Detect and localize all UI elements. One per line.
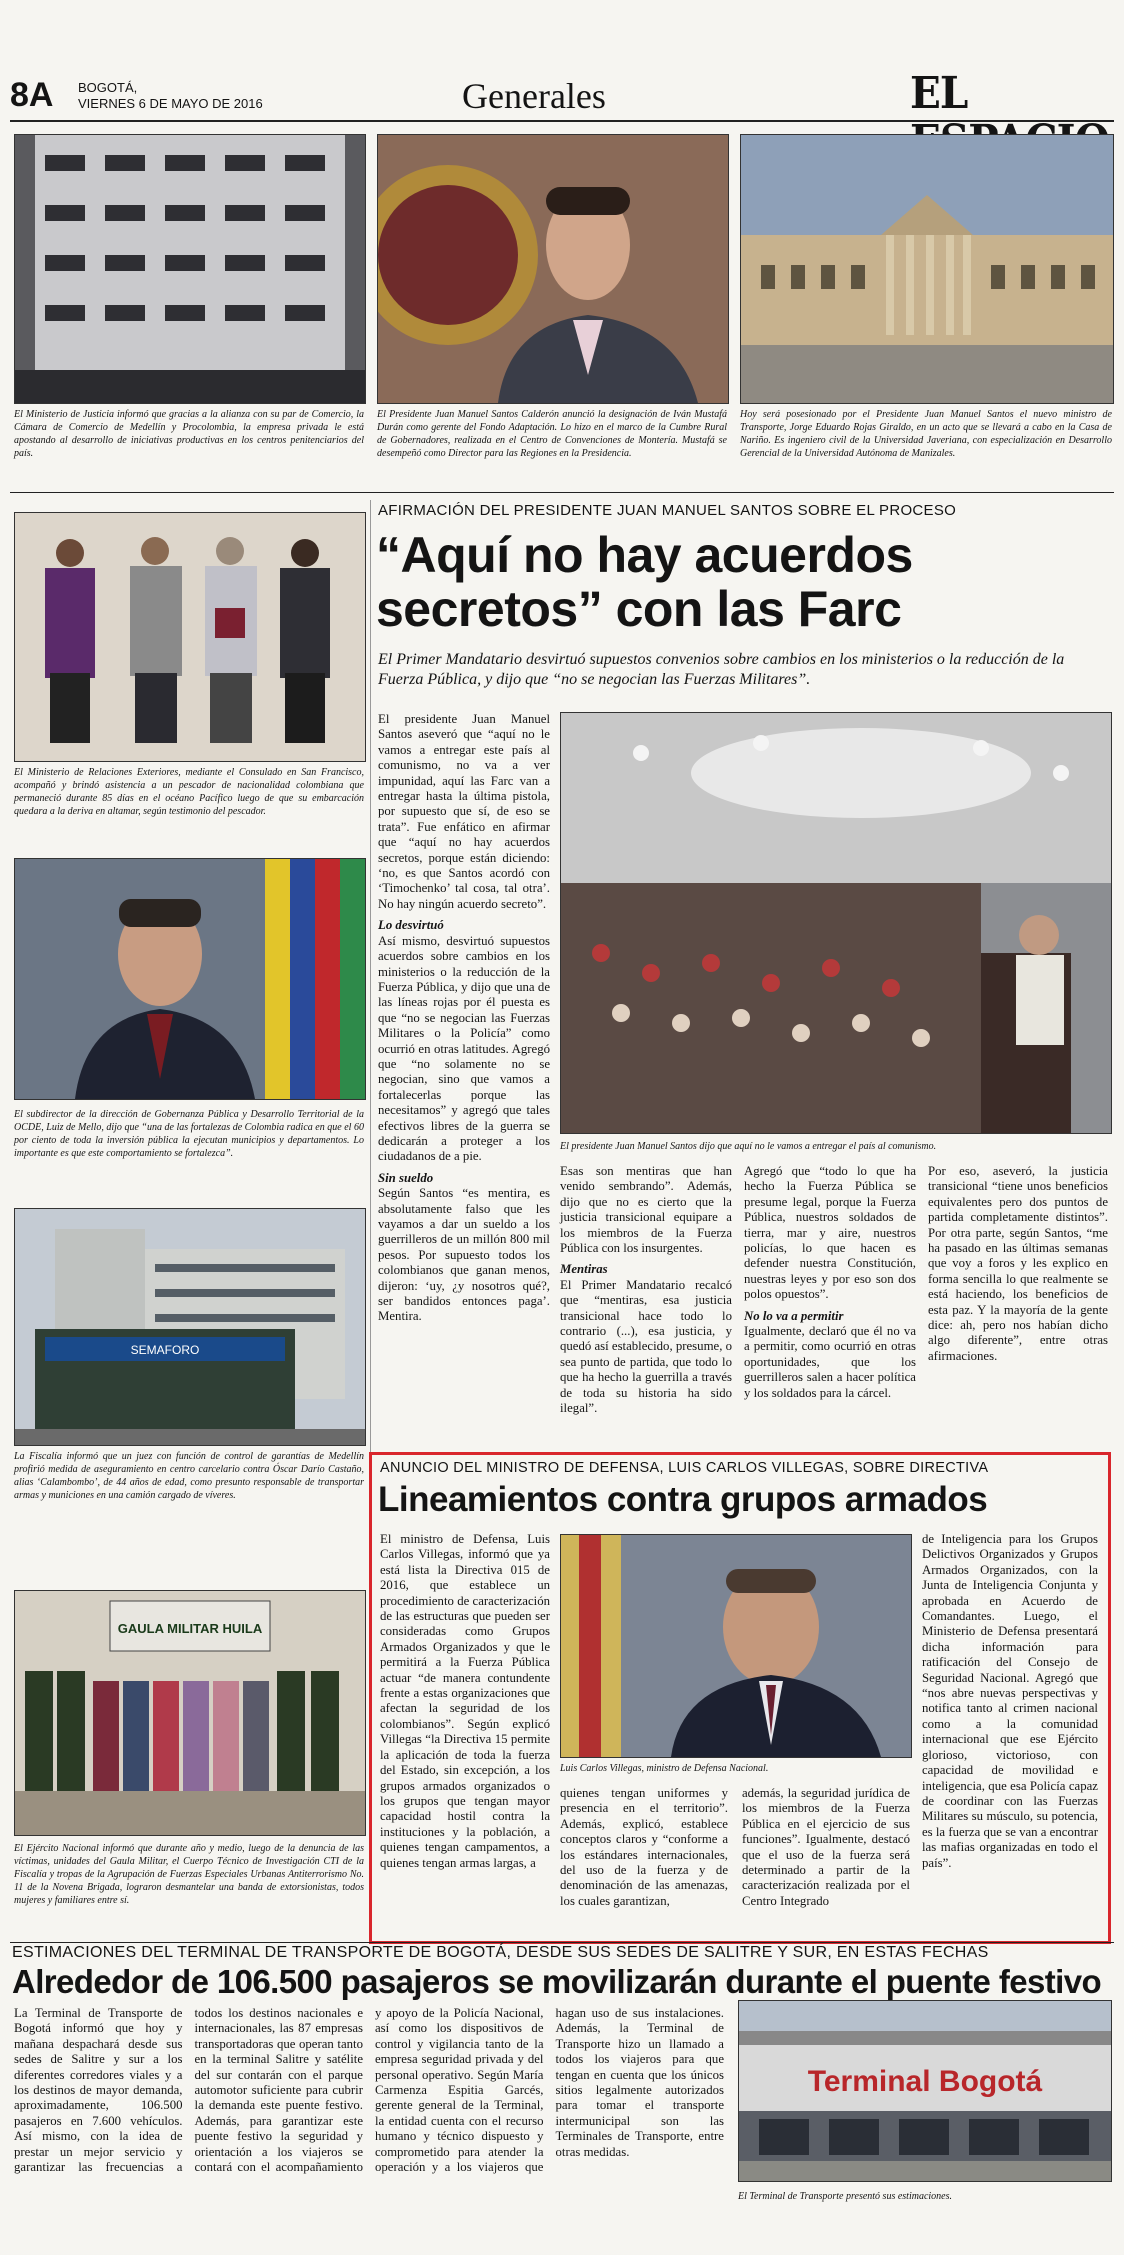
- article2-kicker: ANUNCIO DEL MINISTRO DE DEFENSA, LUIS CARLOS VILLEGAS, SOBRE DIRECTIVA: [380, 1460, 989, 1476]
- article1-kicker: AFIRMACIÓN DEL PRESIDENTE JUAN MANUEL SANTOS SOBRE EL PROCESO: [378, 502, 957, 519]
- photo-santos-speech: [560, 712, 1112, 1134]
- portrait-mustafa-image: [378, 135, 728, 403]
- caption-rojas: Hoy será posesionado por el Presidente Juan Manuel Santos el nuevo ministro de Transporte, Jorge Eduardo Rojas Giraldo, en un acto que se llevará a cabo en la Casa de Nariño. Es ingeniero civil de la Universidad Javeriana, con especialización en Desarrollo Gerencial de la Universidad Autónoma de Manizales.: [740, 409, 1112, 459]
- article1-deck: El Primer Mandatario desvirtuó supuestos convenios sobre cambios en los ministerios o la reducción de la Fuerza Pública, y dijo que “no se negocian las Fuerzas Militares”.: [378, 651, 1065, 688]
- bottom-rule: [10, 1942, 1114, 1943]
- article1-subhead-3: Mentiras: [560, 1262, 608, 1277]
- article1-headline: “Aquí no hay acuerdos secretos” con las Farc: [376, 527, 913, 637]
- photo-fiscalia: [14, 1208, 366, 1446]
- photo-villegas: [560, 1534, 912, 1758]
- caption-villegas: Luis Carlos Villegas, ministro de Defensa Nacional.: [560, 1763, 769, 1774]
- masthead: EL: [910, 68, 968, 119]
- article3-body: La Terminal de Transporte de Bogotá informó que hoy y mañana despachará desde sus sedes de Salitre y sur a los diferentes corredores viales y a los destinos de mayor demanda, aproximadamente, 106.500 pasajeros en 7.600 vehículos. Así mismo, con la idea de prestar un mejor servicio y garantizar las frecuencias a todos los destinos nacionales e internacionales, las 87 empresas transportadoras que operan tanto en la terminal Salitre y satélite del sur contarán con el parque automotor suficiente para cubrir la demanda este puente festivo. Además, para garantizar este puente festivo la seguridad y orientación a los viajeros se contará con el acompañamiento y apoyo de la Policía Nacional, así como los dispositivos de control y vigilancia tanto de la empresa seguridad privada y del personal operativo. Según María Carmenza Espitia Garcés, gerente general de la Terminal, la entidad cuenta con el recurso humano y técnico dispuesto y comprometido para atender la operación y a los viajeros que hagan uso de sus instalaciones. Además, la Terminal de Transporte hizo un llamado a todos los viajeros para que tengan en cuenta que los únicos sitios legalmente autorizados para tomar el transporte intermunicipal son las Terminales de Transporte, entre otras medidas.: [14, 2006, 724, 2175]
- article1-paragraph-6: Agregó que “todo lo que ha hecho la Fuerza Pública se presume legal, porque la Fuerza Pública, nuestros soldados de tierra, mar y aire, nuestros policías, lo que hacen es defender nuestra Constitución, nuestras leyes y por eso son dos polos opuestos”.: [744, 1164, 916, 1302]
- article2-paragraph-3: además, la seguridad jurídica de los miembros de la Fuerza Pública en el ejercicio de sus funciones”. Igualmente, destacó que el uso de la fuerza será determinado a partir de la caracterización realizada por el Centro Integrado: [742, 1786, 910, 1908]
- article2-paragraph-4: de Inteligencia para los Grupos Delictivos Organizados y Grupos Armados Organizados, con la Junta de Inteligencia Conjunta y aprobada en Acuerdo de Comandantes. Luego, el Ministerio de Defensa presentará dicha información para ratificación del Consejo de Seguridad Nacional. Agregó que “nos abre nuevas perspectivas y notifica tanto al crimen nacional como a la comunidad internacional que ese Ejército glorioso, victorioso, con capacidad de movilidad e inteligencia, que esa Policía capaz de coordinar con las Fuerzas Militares su músculo, su potencia, es la fuerza que se van a encontrar las mafias organizadas en todo el país”.: [922, 1532, 1098, 1870]
- article2-column-3: [742, 1786, 910, 1909]
- fiscalia-building-sign: SEMAFORO: [130, 1343, 200, 1357]
- header-city: BOGOTÁ,: [78, 80, 138, 95]
- article1-paragraph-1: El presidente Juan Manuel Santos aseveró que “aquí no le vamos a entregar este país al comunismo, no va a ver impunidad, aquí las Farc van a entregar hasta la última pistola, por supuesto que sí, de eso se trata”. Fue enfático en afirmar que “aquí no hay acuerdos secretos, porque están diciendo: ‘no, es que Santos acordó con ‘Timochenko’ tal cosa, tal otra’. No hay ningún acuerdo secreto”.: [378, 712, 550, 911]
- caption-ejercito: El Ejército Nacional informó que durante año y medio, luego de la denuncia de las víctimas, unidades del Gaula Militar, el Cuerpo Técnico de Investigación CTI de la Fiscalía y tropas de la Agrupación de Fuerzas Especiales Urbanas Antiterrorismo No. 11 de la Novena Brigada, lograron desmantelar una banda de extorsionistas, todos mujeres y familiares entre sí.: [14, 1843, 364, 1906]
- article1-paragraph-2: Así mismo, desvirtuó supuestos acuerdos sobre cambios en los ministerios o la reducción de la Fuerza Pública, y dijo que una de las líneas rojas por él puesta es que “no se negocian las Fuerzas Militares o la Policía” como ocurrió en otras latitudes. Agregó que “no solamente no se negocian, sino que vamos a fortalecerlas porque las necesitamos” y agregó que tales efectivos libres de la guerra se dedicarán a proteger a los ciudadanos de a pie.: [378, 933, 550, 1164]
- article1-paragraph-4: Esas son mentiras que han venido sembrando”. Además, dijo que no es cierto que la justicia transicional equipare a los miembros de la Fuerza Pública con los insurgentes.: [560, 1164, 732, 1256]
- article1-column-2: [560, 1164, 732, 1417]
- page-number: 8A: [10, 76, 54, 114]
- article2-column-2: [560, 1786, 728, 1909]
- article1-subhead-1: Lo desvirtuó: [378, 918, 444, 933]
- article2-headline: Lineamientos contra grupos armados: [378, 1480, 988, 1519]
- article2-column-4: [922, 1532, 1098, 1871]
- caption-mustafa: El Presidente Juan Manuel Santos Calderón anunció la designación de Iván Mustafá Durán como gerente del Fondo Adaptación. Lo hizo en el marco de la Cumbre Rural de Gobernadores, realizada en el Centro de Convenciones de Montería. Mustafá se desempeñó como Director para las Regiones en la Presidencia.: [377, 409, 727, 459]
- caption-justicia: El Ministerio de Justicia informó que gracias a la alianza con su par de Comercio, la Cámara de Comercio de Medellín y Procolombia, la empresa privada le está apostando al desarrollo de iniciativas productivas en los centros penitenciarios del país.: [14, 409, 364, 459]
- header-date: VIERNES 6 DE MAYO DE 2016: [78, 96, 263, 111]
- photo-ocde: [14, 858, 366, 1100]
- casa-narino-image: [741, 135, 1113, 403]
- caption-consulado: El Ministerio de Relaciones Exteriores, mediante el Consulado en San Francisco, acompañó y brindó asistencia a un pescador de nacionalidad colombiana que permaneció durante 85 días en el océano Pacífico luego de que su embarcación quedara a la deriva en altamar, según testimonio del pescador.: [14, 767, 364, 817]
- article1-column-3: [744, 1164, 916, 1401]
- villegas-portrait-image: [561, 1535, 911, 1757]
- article1-paragraph-8: Por eso, aseveró, la justicia transicional “tiene unos beneficios equivalentes pero dos puntos de partida completamente distintos”. Por otra parte, según Santos, “me ha pasado en las últimas semanas que voy a foros y les explico en forma sencilla lo que realmente se está haciendo, los beneficios de esta paz. Y la mayoría de la gente dice: ah, pero nos habían dicho algo diferente”, entre otras afirmaciones.: [928, 1164, 1108, 1363]
- article1-paragraph-3: Según Santos “es mentira, es absolutamente falso que les vayamos a dar un sueldo a los guerrilleros de un millón 800 mil pesos. Por supuesto todos los colombianos que ganan menos, dijeron: ‘uy, ¿y nosotros qué?, ser bandidos entonces paga’. Mentira.: [378, 1186, 550, 1324]
- article2-column-1: [380, 1532, 550, 1871]
- article3-headline: Alrededor de 106.500 pasajeros se movilizarán durante el puente festivo: [12, 1963, 1102, 2000]
- ocde-portrait-image: [15, 859, 365, 1099]
- gaula-sign-text: GAULA MILITAR HUILA: [117, 1621, 263, 1636]
- article1-subhead-4: No lo va a permitir: [744, 1308, 844, 1323]
- photo-casa-narino: [740, 134, 1114, 404]
- santos-speech-image: [561, 713, 1111, 1133]
- caption-ocde: El subdirector de la dirección de Gobernanza Pública y Desarrollo Territorial de la OCDE, Luiz de Mello, dijo que “una de las fortalezas de Colombia radica en que el 60 por ciento de toda la inversión pública la ejecutan municipios y departamentos. Lo importante es que este comportamiento se fortalezca”.: [14, 1109, 364, 1159]
- photo-terminal: [738, 2000, 1112, 2182]
- section-title: Generales: [462, 76, 606, 116]
- photo-ejercito: [14, 1590, 366, 1836]
- header-rule: [10, 120, 1114, 122]
- terminal-sign-text: Terminal Bogotá: [807, 2065, 1043, 2098]
- photo-mustafa: [377, 134, 729, 404]
- article1-subhead-2: Sin sueldo: [378, 1170, 434, 1185]
- article2-paragraph-2: quienes tengan uniformes y presencia en el territorio”. Además, explicó, establece conceptos claros y “conforme a los estándares internacionales, del uso de la fuerza y de denominación de las amenazas, los cuales garantizan,: [560, 1786, 728, 1908]
- penitentiary-image: [15, 135, 365, 403]
- caption-santos: El presidente Juan Manuel Santos dijo que aquí no le vamos a entregar el país al comunismo.: [560, 1141, 937, 1152]
- caption-fiscalia: La Fiscalía informó que un juez con función de control de garantías de Medellín profirió medida de aseguramiento en centro carcelario contra Óscar Darío Castaño, alias ‘Calambombo’, de 44 años de edad, como presunto responsable de transportar armas y municiones en una camión cargado de víveres.: [14, 1451, 364, 1501]
- ejercito-arrest-image: [15, 1591, 365, 1835]
- photo-consulado: [14, 512, 366, 762]
- article1-paragraph-7: Igualmente, declaró que él no va a permitir, como ocurrió en otras oportunidades, que los guerrilleros salen a hacer política y los soldados para la cárcel.: [744, 1324, 916, 1400]
- article1-left-column: [378, 712, 550, 1325]
- fiscalia-building-image: [15, 1209, 365, 1445]
- top-row-rule: [10, 492, 1114, 493]
- article1-column-4: [928, 1164, 1108, 1364]
- consulado-group-image: [15, 513, 365, 761]
- photo-penitentiary: [14, 134, 366, 404]
- terminal-building-image: [739, 2001, 1111, 2181]
- caption-terminal: El Terminal de Transporte presentó sus estimaciones.: [738, 2191, 952, 2202]
- article1-paragraph-5: El Primer Mandatario recalcó que “mentiras, esa justicia transicional hace todo lo contrario (...), esa justicia, y quedó así establecido, presume, o sea punto de partida, que todo lo que ha hecho la guerrilla a través de toda su historia ha sido ilegal”.: [560, 1277, 732, 1416]
- article3-kicker: ESTIMACIONES DEL TERMINAL DE TRANSPORTE DE BOGOTÁ, DESDE SUS SEDES DE SALITRE Y SUR, EN ESTAS FECHAS: [12, 1944, 989, 1961]
- article2-paragraph-1: El ministro de Defensa, Luis Carlos Villegas, informó que ya está lista la Directiva 015 de 2016, que establece un procedimiento de caracterización de las estructuras que pueden ser consideradas como Grupos Armados Organizados y que le permitirá a la Fuerza Pública actuar “de manera contundente frente a estas organizaciones que afectan la seguridad de los colombianos”. Según explicó Villegas “la Directiva 15 permite la aplicación de toda la fuerza del Estado, sin excepción, a los grupos armados organizados o los grupos que tengan mayor capacidad hostil contra la instituciones y la población, a quienes tengan campamentos, a quienes tengan armas largas, a: [380, 1532, 550, 1870]
